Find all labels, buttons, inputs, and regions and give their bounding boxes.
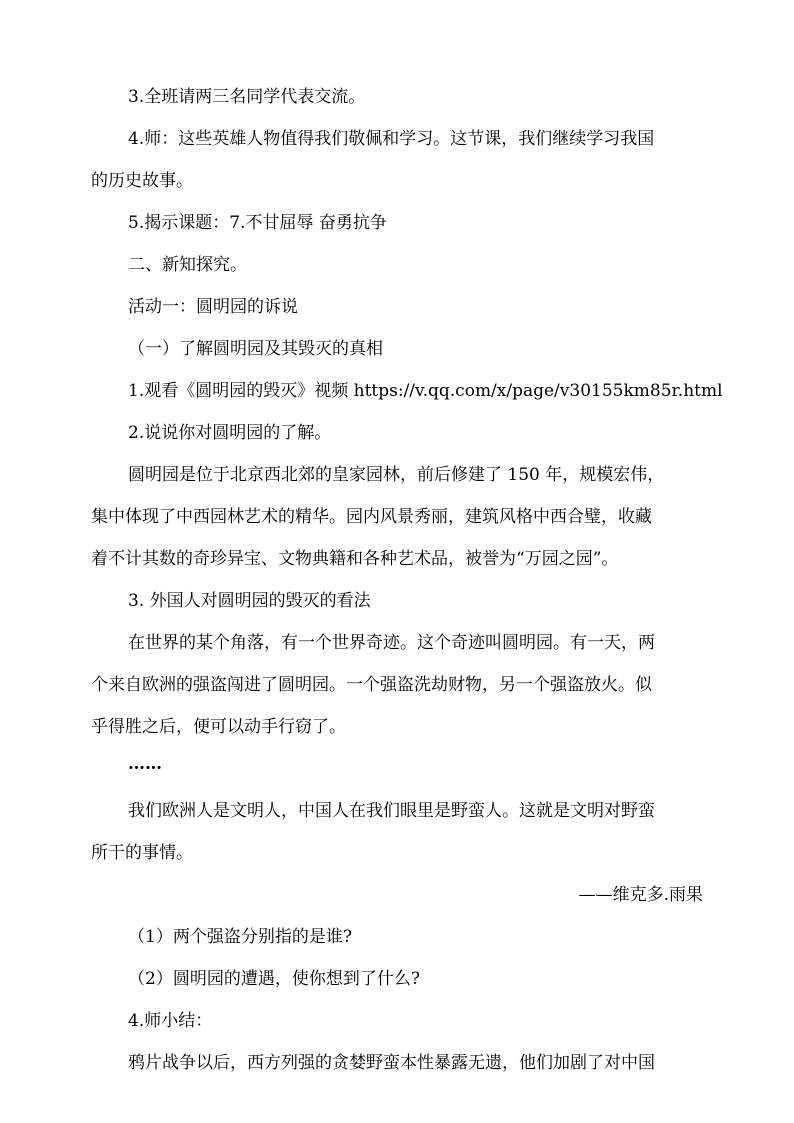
activity-one-heading: 活动一：圆明园的诉说 — [128, 297, 298, 317]
teacher-remark-line-1: 4.师：这些英雄人物值得我们敬佩和学习。这节课，我们继续学习我国 — [128, 129, 655, 149]
yuanmingyuan-description-line-1: 圆明园是位于北京西北郊的皇家园林，前后修建了 150 年，规模宏伟， — [128, 465, 665, 485]
step-2-discussion: 2.说说你对圆明园的了解。 — [128, 423, 332, 443]
step-3-foreign-view: 3. 外国人对圆明园的毁灭的看法 — [128, 591, 371, 611]
section-heading-new-knowledge: 二、新知探究。 — [128, 255, 247, 275]
hugo-quote-line-4: 我们欧洲人是文明人，中国人在我们眼里是野蛮人。这就是文明对野蛮 — [128, 801, 655, 821]
yuanmingyuan-description-line-3: 着不计其数的奇珍异宝、文物典籍和各种艺术品，被誉为“万园之园”。 — [91, 549, 619, 569]
ellipsis: …… — [128, 754, 162, 774]
teacher-remark-line-2: 的历史故事。 — [91, 171, 193, 191]
hugo-quote-line-3: 乎得胜之后，便可以动手行窃了。 — [91, 717, 346, 737]
step-3-class-exchange: 3.全班请两三名同学代表交流。 — [128, 87, 366, 107]
quote-attribution: ——维克多.雨果 — [578, 885, 703, 905]
step-4-teacher-summary: 4.师小结： — [128, 1011, 213, 1031]
hugo-quote-line-1: 在世界的某个角落，有一个世界奇迹。这个奇迹叫圆明园。有一天，两 — [128, 633, 655, 653]
subsection-heading-truth: （一）了解圆明园及其毁灭的真相 — [128, 339, 383, 359]
hugo-quote-line-5: 所干的事情。 — [91, 843, 193, 863]
question-2: （2）圆明园的遭遇，使你想到了什么? — [128, 969, 420, 989]
summary-text-line-1: 鸦片战争以后，西方列强的贪婪野蛮本性暴露无遗，他们加剧了对中国 — [128, 1053, 655, 1073]
question-1: （1）两个强盗分别指的是谁? — [128, 927, 352, 947]
lesson-title-reveal: 5.揭示课题：7.不甘屈辱 奋勇抗争 — [128, 213, 387, 233]
hugo-quote-line-2: 个来自欧洲的强盗闯进了圆明园。一个强盗洗劫财物，另一个强盗放火。似 — [91, 675, 652, 695]
yuanmingyuan-description-line-2: 集中体现了中西园林艺术的精华。园内风景秀丽，建筑风格中西合璧，收藏 — [91, 507, 652, 527]
video-step-with-link: 1.观看《圆明园的毁灭》视频 https://v.qq.com/x/page/v30155km85r.html — [128, 381, 723, 401]
